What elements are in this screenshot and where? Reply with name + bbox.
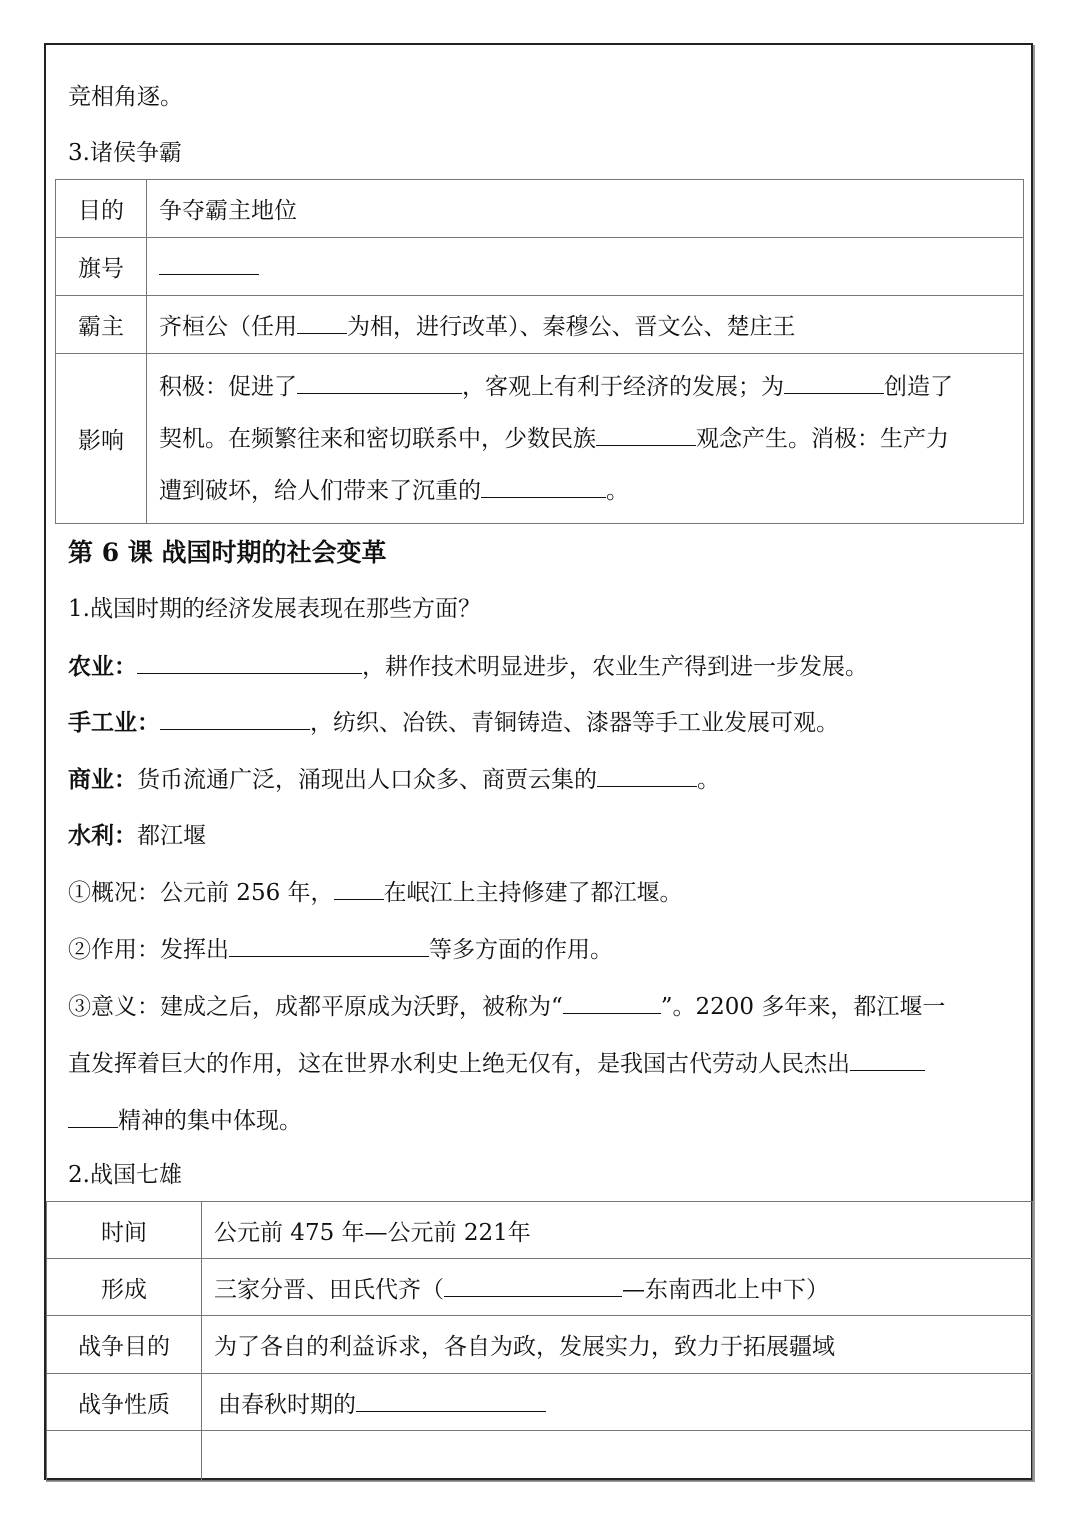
agriculture-line: [68, 651, 868, 682]
war-nature-value: [202, 1374, 1033, 1431]
intro-tail: 竞相角逐。: [68, 84, 183, 110]
overview-text-a: ①概况：公元前 256 年，: [68, 880, 334, 906]
purpose-value: 争夺霸主地位: [147, 180, 1024, 238]
commerce-label: 商业：: [68, 766, 137, 793]
blank-line: [444, 1274, 622, 1297]
handicraft-line: [68, 707, 839, 738]
handicraft-label: 手工业：: [68, 709, 160, 736]
water-significance-line-1: [68, 991, 945, 1022]
impact-line-2: [159, 413, 1023, 465]
blank-line: [356, 1389, 546, 1412]
war-goal-label: 战争目的: [47, 1316, 202, 1374]
blank-line: [68, 1105, 118, 1128]
hegemon-text-b: 为相，进行改革）、秦穆公、晋文公、楚庄王: [347, 314, 796, 340]
blank-line: [229, 934, 429, 957]
time-label: 时间: [47, 1202, 202, 1259]
question-2: 2.战国七雄: [68, 1162, 182, 1188]
section-heading-hegemony: 3.诸侯争霸: [68, 140, 182, 166]
formation-label: 形成: [47, 1259, 202, 1316]
blank-line: [481, 475, 606, 498]
water-label: 水利：: [68, 822, 137, 849]
water-overview-line: [68, 877, 683, 908]
water-text: 都江堰: [137, 823, 206, 849]
blank-line: [159, 252, 259, 275]
hegemon-text-a: 齐桓公（任用: [159, 314, 297, 340]
blank-line: [297, 371, 462, 394]
impact-text: 创造了: [884, 373, 953, 400]
effect-text-a: ②作用：发挥出: [68, 937, 229, 963]
effect-text-b: 等多方面的作用。: [429, 937, 613, 963]
impact-line-1: [159, 361, 1023, 413]
blank-line: [137, 651, 362, 674]
formation-text-b: —东南西北上中下）: [622, 1276, 829, 1303]
time-value: 公元前 475 年—公元前 221年: [202, 1202, 1033, 1259]
commerce-end: 。: [697, 767, 720, 793]
significance-text-b: ”。2200 多年来，都江堰一: [660, 994, 946, 1020]
formation-text-a: 三家分晋、田氏代齐（: [214, 1276, 444, 1303]
table-row: [47, 1431, 1033, 1481]
lesson-title: 第 6 课 战国时期的社会变革: [68, 538, 387, 567]
table-row: [47, 1316, 1033, 1374]
blank-line: [850, 1048, 925, 1071]
significance-text-d: 精神的集中体现。: [118, 1108, 302, 1134]
overview-text-b: 在岷江上主持修建了都江堰。: [383, 880, 683, 906]
flag-label: 旗号: [56, 238, 147, 296]
question-1: 1.战国时期的经济发展表现在那些方面？: [68, 596, 481, 622]
blank-line: [563, 991, 661, 1014]
purpose-label: 目的: [56, 180, 147, 238]
nature-text-a: 由春秋时期的: [218, 1391, 356, 1418]
water-significance-line-3: [68, 1105, 302, 1136]
table-row: [56, 296, 1024, 354]
blank-line: [160, 707, 310, 730]
blank-line: [596, 423, 696, 446]
blank-line: [297, 311, 347, 334]
hegemony-table: [55, 179, 1024, 524]
significance-text-a: ③意义：建成之后，成都平原成为沃野，被称为“: [68, 994, 563, 1020]
handicraft-text: ，纺织、冶铁、青铜铸造、漆器等手工业发展可观。: [310, 710, 839, 736]
table-row: [56, 180, 1024, 238]
water-line: [68, 821, 206, 851]
impact-text: 观念产生。消极：生产力: [696, 425, 949, 452]
commerce-line: [68, 764, 720, 795]
empty-cell: [47, 1431, 202, 1481]
war-goal-value: 为了各自的利益诉求，各自为政，发展实力，致力于拓展疆域: [202, 1316, 1033, 1374]
impact-text: 契机。在频繁往来和密切联系中，少数民族: [159, 425, 596, 452]
impact-label: 影响: [56, 354, 147, 524]
agriculture-label: 农业：: [68, 653, 137, 680]
impact-value: [147, 354, 1024, 524]
blank-line: [597, 764, 697, 787]
water-significance-line-2: [68, 1048, 925, 1079]
impact-text: 积极：促进了: [159, 373, 297, 400]
impact-text: ，客观上有利于经济的发展；为: [462, 373, 784, 400]
water-effect-line: [68, 934, 613, 965]
flag-value: [147, 238, 1024, 296]
table-row: [47, 1259, 1033, 1316]
impact-text: 。: [606, 477, 629, 504]
hegemon-label: 霸主: [56, 296, 147, 354]
impact-text: 遭到破坏，给人们带来了沉重的: [159, 477, 481, 504]
war-nature-label: 战争性质: [47, 1374, 202, 1431]
table-row: [56, 238, 1024, 296]
table-row: [47, 1374, 1033, 1431]
significance-text-c: 直发挥着巨大的作用，这在世界水利史上绝无仅有，是我国古代劳动人民杰出: [68, 1051, 850, 1077]
hegemon-value: [147, 296, 1024, 354]
blank-line: [334, 877, 384, 900]
table-row: [47, 1202, 1033, 1259]
warring-states-table: [46, 1201, 1033, 1481]
table-row: [56, 354, 1024, 524]
impact-line-3: [159, 465, 1023, 517]
formation-value: [202, 1259, 1033, 1316]
empty-cell: [202, 1431, 1033, 1481]
commerce-text: 货币流通广泛，涌现出人口众多、商贾云集的: [137, 767, 597, 793]
blank-line: [784, 371, 884, 394]
agriculture-text: ，耕作技术明显进步，农业生产得到进一步发展。: [362, 654, 868, 680]
